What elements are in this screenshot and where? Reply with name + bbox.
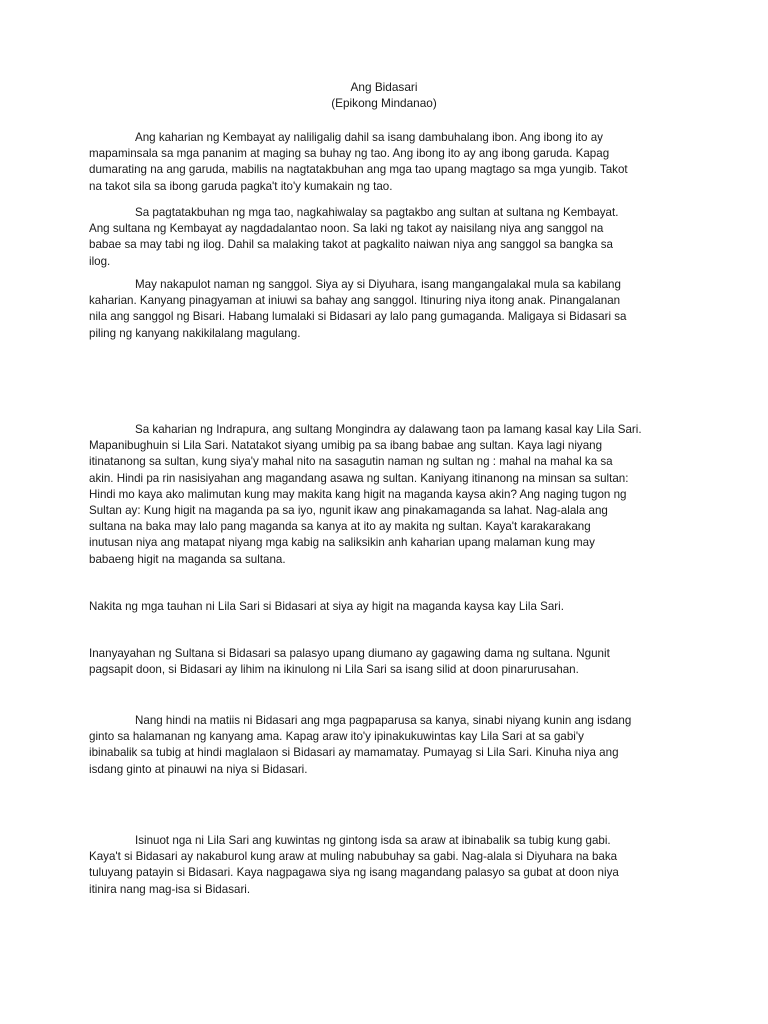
paragraph [89, 599, 687, 615]
paragraph-line: akin. Hindi pa rin nasisiyahan ang magandang asawa ng sultan. Kaniyang itinanong na minsan sa sultan: [89, 471, 629, 485]
paragraph-line: Isinuot nga ni Lila Sari ang kuwintas ng gintong isda sa araw at ibinabalik sa tubig kung gabi. [135, 834, 611, 847]
paragraph-line: babaeng higit na maganda sa sultana. [89, 552, 286, 566]
paragraph-line: Nang hindi na matiis ni Bidasari ang mga pagpaparusa sa kanya, sinabi niyang kunin ang isdang [135, 714, 632, 727]
paragraph-line: kaharian. Kanyang pinagyaman at iniuwi sa bahay ang sanggol. Itinuring niya itong anak. Pinangalanan [89, 294, 621, 308]
paragraph-line: Inanyayahan ng Sultana si Bidasari sa palasyo upang diumano ay gagawing dama ng sultana. Ngunit [89, 647, 610, 660]
paragraph-line: babae sa may tabi ng ilog. Dahil sa malaking takot at pagkalito naiwan niya ang sanggol sa bangka sa [89, 238, 613, 252]
paragraph [89, 422, 687, 568]
paragraph-line: sultana na baka may lalo pang maganda sa kanya at ito ay makita ng sultan. Kaya't karakarakang [89, 520, 591, 534]
paragraph-line: Sultan ay: Kung higit na maganda pa sa iyo, ngunit ikaw ang pinakamaganda sa lahat. Nag-alala ang [89, 503, 608, 517]
paragraph-line: Kaya't si Bidasari ay nakaburol kung araw at muling nabubuhay sa gabi. Nag-alala si Diyuhara na baka [89, 850, 618, 864]
paragraph-line: itinira nang mag-isa si Bidasari. [89, 882, 251, 896]
paragraph-line: mapaminsala sa mga pananim at maging sa buhay ng tao. Ang ibong ito ay ang ibong garuda. Kapag [89, 147, 610, 161]
paragraph-line: Ang kaharian ng Kembayat ay naliligalig dahil sa isang dambuhalang ibon. Ang ibong ito ay [135, 131, 603, 144]
document-subtitle: (Epikong Mindanao) [331, 96, 437, 110]
paragraph [89, 713, 687, 778]
paragraph-line: ginto sa halamanan ng kanyang ama. Kapag araw ito'y ipinakukuwintas kay Lila Sari at sa gabi'y [89, 730, 584, 744]
paragraph-line: Sa pagtatakbuhan ng mga tao, nagkahiwalay sa pagtakbo ang sultan at sultana ng Kembayat. [135, 206, 619, 219]
paragraph-line: pagsapit doon, si Bidasari ay lihim na ikinulong ni Lila Sari sa isang silid at doon pinarurusahan. [89, 663, 579, 677]
paragraph [89, 130, 687, 195]
paragraph-line: dumarating na ang garuda, mabilis na nagtatakbuhan ang mga tao upang magtago sa mga yungib. Takot [89, 163, 628, 177]
paragraph-line: isdang ginto at pinauwi na niya si Bidasari. [89, 762, 308, 776]
paragraph-line: Sa kaharian ng Indrapura, ang sultang Mongindra ay dalawang taon pa lamang kasal kay Lila Sari. [135, 423, 642, 436]
paragraph-line: Nakita ng mga tauhan ni Lila Sari si Bidasari at siya ay higit na maganda kaysa kay Lila Sari. [89, 600, 564, 613]
document-title: Ang Bidasari [350, 80, 418, 94]
paragraph-line: tuluyang patayin si Bidasari. Kaya nagpagawa siya ng isang magandang palasyo sa gubat at doon niya [89, 866, 619, 880]
paragraph-line: inutusan niya ang matapat niyang mga kabig na saliksikin anh kaharian upang malaman kung may [89, 536, 595, 550]
paragraph-line: na takot sila sa ibong garuda pagka't ito'y kumakain ng tao. [89, 179, 393, 193]
paragraph [89, 277, 687, 342]
paragraph-line: Mapanibughuin si Lila Sari. Natatakot siyang umibig pa sa ibang babae ang sultan. Kaya lagi niyang [89, 439, 603, 453]
paragraph [89, 205, 687, 270]
paragraph [89, 646, 687, 678]
paragraph [89, 833, 687, 898]
paragraph-line: ibinabalik sa tubig at hindi maglalaon si Bidasari ay mamamatay. Pumayag si Lila Sari. Kinuha niya ang [89, 746, 619, 760]
paragraph-line: May nakapulot naman ng sanggol. Siya ay si Diyuhara, isang mangangalakal mula sa kabilang [135, 278, 621, 291]
paragraph-line: itinatanong sa sultan, kung siya'y mahal nito na sasagutin naman ng sultan ng : mahal na mahal ka sa [89, 455, 613, 469]
paragraph-line: nila ang sanggol ng Bisari. Habang lumalaki si Bidasari ay lalo pang gumaganda. Maligaya si Bidasari sa [89, 310, 627, 324]
paragraph-line: piling ng kanyang nakikilalang magulang. [89, 326, 301, 340]
paragraph-line: Hindi mo kaya ako malimutan kung may makita kang higit na maganda kaysa akin? Ang naging tugon ng [89, 487, 627, 501]
paragraph-line: Ang sultana ng Kembayat ay nagdadalantao noon. Sa laki ng takot ay naisilang niya ang sanggol na [89, 222, 604, 236]
paragraph-line: ilog. [89, 254, 111, 268]
